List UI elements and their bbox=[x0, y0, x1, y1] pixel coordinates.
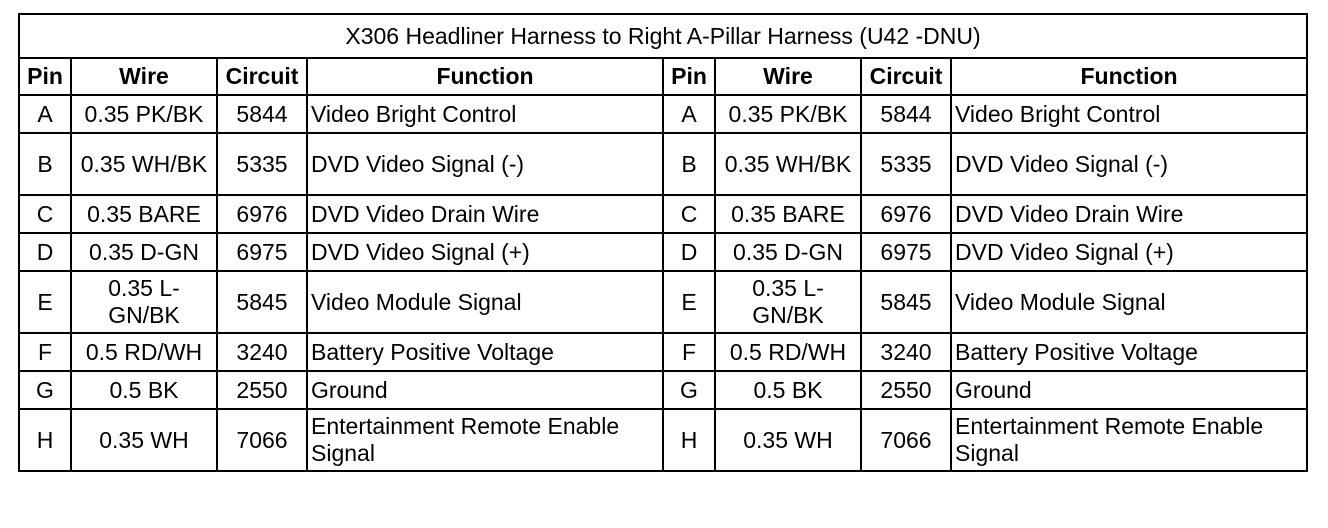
function-cell-right: Video Bright Control bbox=[951, 95, 1307, 133]
circuit-cell-left: 5844 bbox=[217, 95, 307, 133]
pin-cell-left: D bbox=[19, 233, 71, 271]
circuit-cell-right: 7066 bbox=[861, 409, 951, 471]
table-row bbox=[19, 371, 1307, 409]
pin-cell-left: F bbox=[19, 333, 71, 371]
wire-cell-right: 0.35 WH/BK bbox=[715, 133, 861, 195]
function-cell-right: Video Module Signal bbox=[951, 271, 1307, 333]
wire-cell-left: 0.5 RD/WH bbox=[71, 333, 217, 371]
wire-cell-right: 0.5 RD/WH bbox=[715, 333, 861, 371]
pin-cell-left: B bbox=[19, 133, 71, 195]
wire-cell-right: 0.35 PK/BK bbox=[715, 95, 861, 133]
circuit-cell-left: 6975 bbox=[217, 233, 307, 271]
header-pin-left: Pin bbox=[19, 58, 71, 95]
table-row bbox=[19, 333, 1307, 371]
function-cell-right: DVD Video Drain Wire bbox=[951, 195, 1307, 233]
function-cell-left: DVD Video Drain Wire bbox=[307, 195, 663, 233]
header-function-left: Function bbox=[307, 58, 663, 95]
pin-cell-right: H bbox=[663, 409, 715, 471]
function-cell-left: Entertainment Remote Enable Signal bbox=[307, 409, 663, 471]
wire-cell-right: 0.35 BARE bbox=[715, 195, 861, 233]
function-cell-left: DVD Video Signal (+) bbox=[307, 233, 663, 271]
circuit-cell-left: 3240 bbox=[217, 333, 307, 371]
connector-pinout-table bbox=[18, 13, 1308, 472]
pin-cell-right: A bbox=[663, 95, 715, 133]
circuit-cell-left: 5845 bbox=[217, 271, 307, 333]
column-header-row bbox=[19, 58, 1307, 95]
header-pin-right: Pin bbox=[663, 58, 715, 95]
pin-cell-right: F bbox=[663, 333, 715, 371]
table-row bbox=[19, 409, 1307, 471]
function-cell-left: Battery Positive Voltage bbox=[307, 333, 663, 371]
circuit-cell-left: 2550 bbox=[217, 371, 307, 409]
function-cell-left: Video Module Signal bbox=[307, 271, 663, 333]
circuit-cell-right: 6976 bbox=[861, 195, 951, 233]
wire-cell-right: 0.35 L-GN/BK bbox=[715, 271, 861, 333]
circuit-cell-left: 7066 bbox=[217, 409, 307, 471]
pin-cell-left: E bbox=[19, 271, 71, 333]
pin-cell-left: A bbox=[19, 95, 71, 133]
header-wire-right: Wire bbox=[715, 58, 861, 95]
function-cell-right: DVD Video Signal (+) bbox=[951, 233, 1307, 271]
table-row bbox=[19, 133, 1307, 195]
circuit-cell-left: 5335 bbox=[217, 133, 307, 195]
function-cell-right: Ground bbox=[951, 371, 1307, 409]
circuit-cell-left: 6976 bbox=[217, 195, 307, 233]
circuit-cell-right: 5845 bbox=[861, 271, 951, 333]
wire-cell-right: 0.35 WH bbox=[715, 409, 861, 471]
table-title: X306 Headliner Harness to Right A-Pillar Harness (U42 -DNU) bbox=[19, 14, 1307, 58]
pin-cell-left: G bbox=[19, 371, 71, 409]
function-cell-right: Entertainment Remote Enable Signal bbox=[951, 409, 1307, 471]
table-row bbox=[19, 195, 1307, 233]
wire-cell-left: 0.35 D-GN bbox=[71, 233, 217, 271]
function-cell-left: Ground bbox=[307, 371, 663, 409]
circuit-cell-right: 2550 bbox=[861, 371, 951, 409]
wire-cell-left: 0.5 BK bbox=[71, 371, 217, 409]
pin-cell-right: C bbox=[663, 195, 715, 233]
pin-cell-right: B bbox=[663, 133, 715, 195]
circuit-cell-right: 5844 bbox=[861, 95, 951, 133]
table-row bbox=[19, 95, 1307, 133]
wire-cell-right: 0.5 BK bbox=[715, 371, 861, 409]
pin-cell-right: E bbox=[663, 271, 715, 333]
wire-cell-left: 0.35 L-GN/BK bbox=[71, 271, 217, 333]
function-cell-left: DVD Video Signal (-) bbox=[307, 133, 663, 195]
header-wire-left: Wire bbox=[71, 58, 217, 95]
pin-cell-left: H bbox=[19, 409, 71, 471]
pin-cell-right: D bbox=[663, 233, 715, 271]
circuit-cell-right: 3240 bbox=[861, 333, 951, 371]
header-function-right: Function bbox=[951, 58, 1307, 95]
wire-cell-left: 0.35 WH/BK bbox=[71, 133, 217, 195]
wire-cell-right: 0.35 D-GN bbox=[715, 233, 861, 271]
function-cell-left: Video Bright Control bbox=[307, 95, 663, 133]
table-row bbox=[19, 233, 1307, 271]
circuit-cell-right: 5335 bbox=[861, 133, 951, 195]
wire-cell-left: 0.35 PK/BK bbox=[71, 95, 217, 133]
pin-rows bbox=[19, 95, 1307, 471]
wire-cell-left: 0.35 WH bbox=[71, 409, 217, 471]
header-circuit-left: Circuit bbox=[217, 58, 307, 95]
function-cell-right: Battery Positive Voltage bbox=[951, 333, 1307, 371]
wire-cell-left: 0.35 BARE bbox=[71, 195, 217, 233]
header-circuit-right: Circuit bbox=[861, 58, 951, 95]
function-cell-right: DVD Video Signal (-) bbox=[951, 133, 1307, 195]
table-row bbox=[19, 271, 1307, 333]
pin-cell-left: C bbox=[19, 195, 71, 233]
circuit-cell-right: 6975 bbox=[861, 233, 951, 271]
pin-cell-right: G bbox=[663, 371, 715, 409]
